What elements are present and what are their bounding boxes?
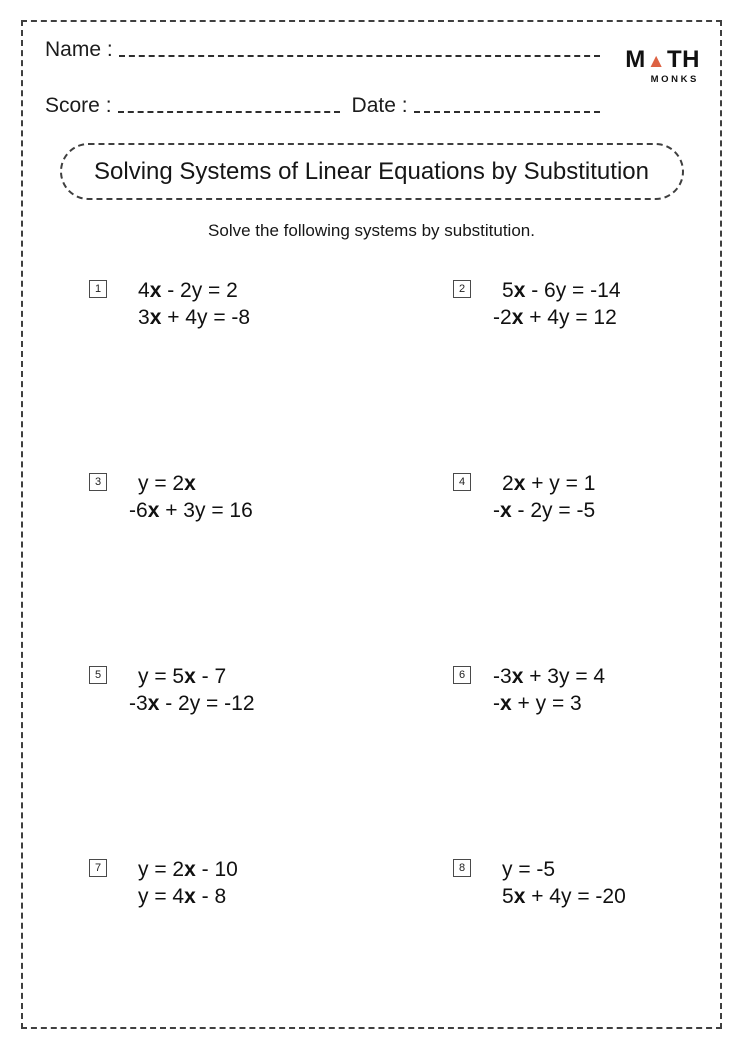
equation-line: y = 2x (138, 472, 196, 495)
equation-block (129, 663, 255, 717)
logo-triangle-icon: ▲ (646, 51, 666, 72)
date-fill-line[interactable] (414, 111, 600, 113)
header (23, 22, 720, 118)
equation-line: -2x + 4y = 12 (493, 306, 617, 329)
logo-letters-th: TH (667, 46, 700, 73)
logo-letter-m: M (625, 46, 646, 73)
instruction-text: Solve the following systems by substitution. (208, 221, 535, 240)
name-label: Name : (45, 37, 113, 61)
worksheet-page (21, 20, 722, 1029)
mathmonks-logo (604, 28, 700, 118)
equation-block (493, 277, 621, 331)
worksheet-title: Solving Systems of Linear Equations by Substitution (94, 157, 649, 185)
name-row (45, 30, 604, 62)
equation-block (493, 856, 626, 910)
score-fill-line[interactable] (118, 111, 340, 113)
equation-line: -3x - 2y = -12 (129, 692, 255, 715)
equation-line: 5x - 6y = -14 (502, 279, 621, 302)
problem-8 (453, 856, 720, 1049)
problem-3 (89, 470, 453, 663)
logo-wordmark (604, 48, 700, 72)
equation-line: 3x + 4y = -8 (138, 306, 251, 329)
problem-number: 3 (89, 473, 107, 491)
equation-line: y = 4x - 8 (138, 885, 227, 908)
equation-line: -x - 2y = -5 (493, 499, 596, 522)
equation-line: -x + y = 3 (493, 692, 582, 715)
problem-number: 6 (453, 666, 471, 684)
equation-block (493, 663, 605, 717)
problem-number: 8 (453, 859, 471, 877)
logo-monks-text: MONKS (650, 74, 699, 85)
problem-number: 4 (453, 473, 471, 491)
score-date-row (45, 86, 604, 118)
problem-number: 7 (89, 859, 107, 877)
equation-line: -6x + 3y = 16 (129, 499, 253, 522)
problem-number: 1 (89, 280, 107, 298)
name-fill-line[interactable] (119, 55, 600, 57)
problem-1 (89, 277, 453, 470)
equation-block (129, 470, 253, 524)
equation-block (129, 856, 238, 910)
problem-6 (453, 663, 720, 856)
worksheet-title-pill (60, 143, 684, 200)
equation-line: -3x + 3y = 4 (493, 665, 606, 688)
equation-line: 5x + 4y = -20 (502, 885, 626, 908)
problem-2 (453, 277, 720, 470)
problem-4 (453, 470, 720, 663)
equation-line: 2x + y = 1 (502, 472, 596, 495)
problems-grid (89, 277, 720, 1049)
date-label: Date : (351, 93, 408, 117)
problem-7 (89, 856, 453, 1049)
problem-number: 5 (89, 666, 107, 684)
equation-block (493, 470, 595, 524)
problem-number: 2 (453, 280, 471, 298)
equation-line: y = -5 (502, 858, 556, 881)
equation-line: y = 5x - 7 (138, 665, 227, 688)
equation-block (129, 277, 250, 331)
problem-5 (89, 663, 453, 856)
equation-line: 4x - 2y = 2 (138, 279, 238, 302)
header-fields (45, 28, 604, 118)
equation-line: y = 2x - 10 (138, 858, 238, 881)
score-label: Score : (45, 93, 112, 117)
